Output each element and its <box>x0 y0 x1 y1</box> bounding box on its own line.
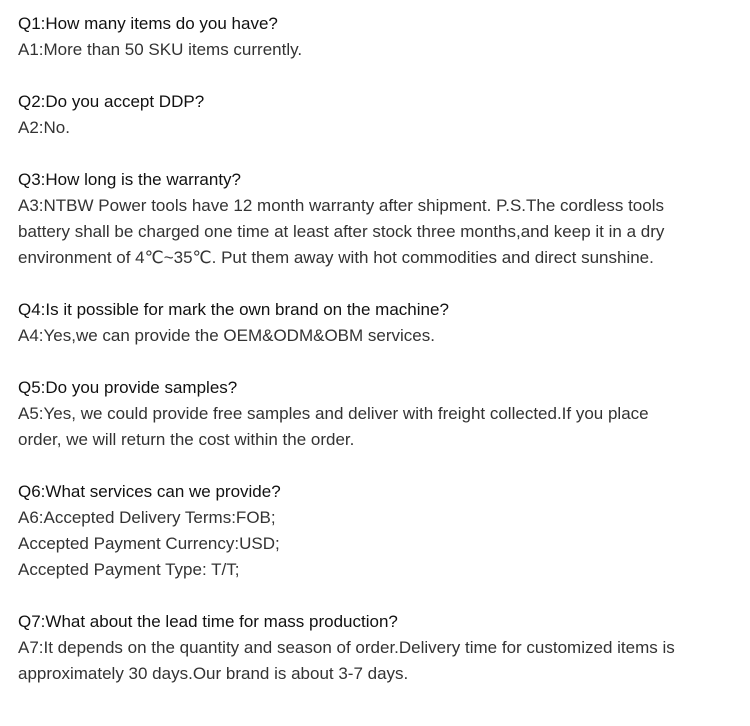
answer-a2-line: A2:No. <box>18 118 70 137</box>
question-q2: Q2:Do you accept DDP? <box>18 92 205 111</box>
question-q5: Q5:Do you provide samples? <box>18 378 238 397</box>
answer-a1 <box>18 37 728 63</box>
faq-item-q6 <box>18 479 728 583</box>
answer-a3-line: environment of 4℃~35℃. Put them away with hot commodities and direct sunshine. <box>18 248 654 267</box>
answer-a6-line: Accepted Payment Type: T/T; <box>18 560 240 579</box>
faq-item-q4 <box>18 297 728 349</box>
faq-item-q2 <box>18 89 728 141</box>
faq-item-q5 <box>18 375 728 453</box>
answer-a2 <box>18 115 728 141</box>
answer-a3 <box>18 193 728 271</box>
answer-a4-line: A4:Yes,we can provide the OEM&ODM&OBM services. <box>18 326 435 345</box>
faq-item-q3 <box>18 167 728 271</box>
answer-a5-line: A5:Yes, we could provide free samples and deliver with freight collected.If you place <box>18 404 649 423</box>
answer-a4 <box>18 323 728 349</box>
answer-a5 <box>18 401 728 453</box>
question-q1: Q1:How many items do you have? <box>18 14 278 33</box>
answer-a1-line: A1:More than 50 SKU items currently. <box>18 40 303 59</box>
answer-a3-line: battery shall be charged one time at least after stock three months,and keep it in a dry <box>18 222 665 241</box>
answer-a6-line: A6:Accepted Delivery Terms:FOB; <box>18 508 276 527</box>
answer-a7-line: approximately 30 days.Our brand is about 3-7 days. <box>18 664 409 683</box>
question-q7: Q7:What about the lead time for mass production? <box>18 612 398 631</box>
answer-a7 <box>18 635 728 687</box>
answer-a5-line: order, we will return the cost within the order. <box>18 430 355 449</box>
faq-item-q7 <box>18 609 728 687</box>
answer-a7-line: A7:It depends on the quantity and season of order.Delivery time for customized items is <box>18 638 675 657</box>
answer-a3-line: A3:NTBW Power tools have 12 month warranty after shipment. P.S.The cordless tools <box>18 196 664 215</box>
faq-item-q1 <box>18 11 728 63</box>
answer-a6 <box>18 505 728 583</box>
question-q3: Q3:How long is the warranty? <box>18 170 241 189</box>
question-q4: Q4:Is it possible for mark the own brand on the machine? <box>18 300 449 319</box>
question-q6: Q6:What services can we provide? <box>18 482 281 501</box>
answer-a6-line: Accepted Payment Currency:USD; <box>18 534 280 553</box>
